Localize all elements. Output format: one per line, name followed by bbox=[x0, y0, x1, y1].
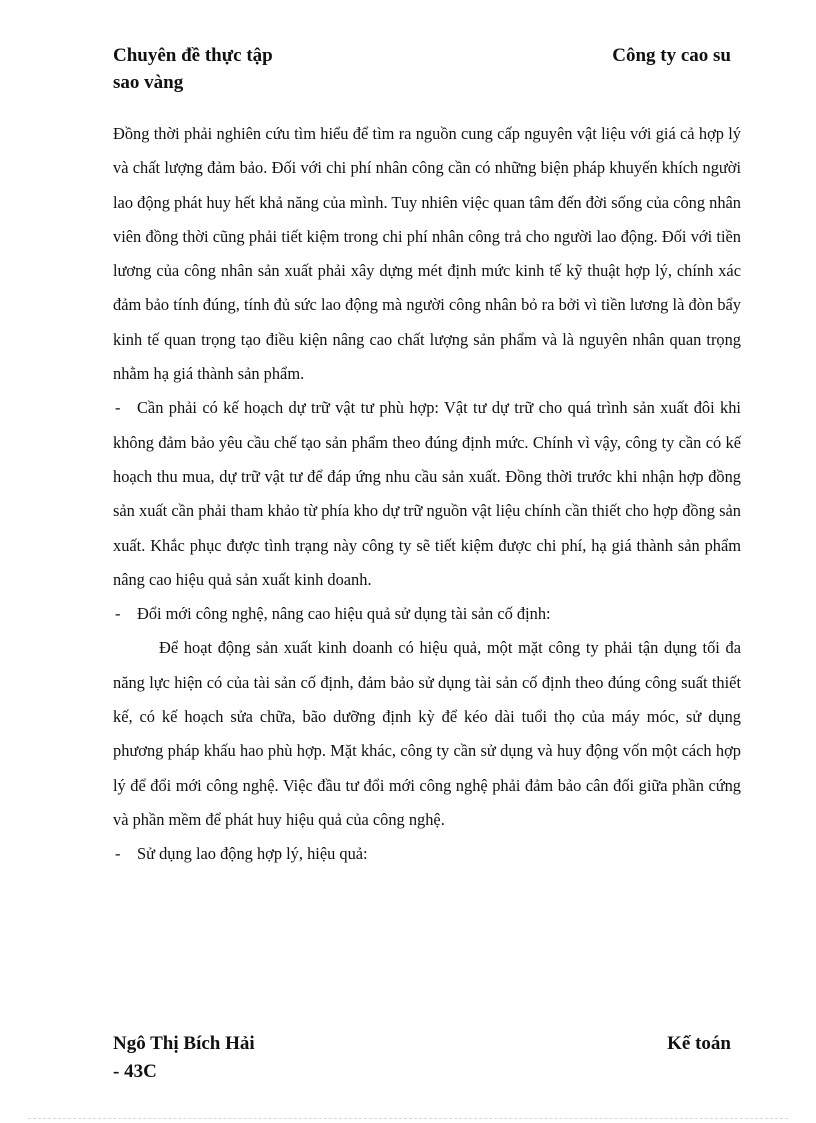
bullet-technology-renewal bbox=[113, 597, 741, 631]
bullet-dash: - bbox=[115, 604, 121, 624]
page-bottom-divider bbox=[28, 1118, 788, 1119]
footer-department: Kế toán bbox=[667, 1033, 731, 1054]
page-header bbox=[113, 42, 731, 96]
bullet-dash: - bbox=[115, 398, 121, 418]
footer-author-name: Ngô Thị Bích Hải bbox=[113, 1033, 255, 1054]
document-body bbox=[113, 117, 741, 872]
bullet-labor-usage bbox=[113, 837, 741, 871]
bullet-material-reserve bbox=[113, 391, 741, 597]
footer-class-code: - 43C bbox=[113, 1061, 157, 1082]
bullet-material-reserve-text: Cần phải có kế hoạch dự trữ vật tư phù hợp: Vật tư dự trữ cho quá trình sản xuất đôi khi không đảm bảo yêu cầu chế tạo sản phẩm theo đúng định mức. Chính vì vậy, công ty cần có kế hoạch thu mua, dự trữ vật tư để đáp ứng nhu cầu sản xuất. Đồng thời trước khi nhận hợp đồng sản xuất cần phải tham khảo từ phía kho dự trữ nguồn vật liệu chính cần thiết cho hợp đồng sản xuất. Khắc phục được tình trạng này công ty sẽ tiết kiệm được chi phí, hạ giá thành sản phẩm nâng cao hiệu quả sản xuất kinh doanh. bbox=[113, 398, 741, 589]
header-row bbox=[113, 42, 731, 69]
header-company-name: Công ty cao su bbox=[612, 45, 731, 66]
header-company-continuation: sao vàng bbox=[113, 72, 184, 93]
paragraph-cost-control: Đồng thời phải nghiên cứu tìm hiểu để tìm ra nguồn cung cấp nguyên vật liệu với giá cả hợp lý và chất lượng đảm bảo. Đối với chi phí nhân công cần có những biện pháp khuyến khích người lao động phát huy hết khả năng của mình. Tuy nhiên việc quan tâm đến đời sống của công nhân viên đồng thời cũng phải tiết kiệm trong chi phí nhân công trả cho người lao động. Đối với tiền lương của công nhân sản xuất phải xây dựng mét định mức kinh tế kỹ thuật hợp lý, chính xác đảm bảo tính đúng, tính đủ sức lao động mà người công nhân bỏ ra bởi vì tiền lương là đòn bẩy kinh tế quan trọng tạo điều kiện nâng cao chất lượng sản phẩm và là nguyên nhân quan trọng nhằm hạ giá thành sản phẩm. bbox=[113, 124, 741, 384]
paragraph-fixed-assets: Để hoạt động sản xuất kinh doanh có hiệu quả, một mặt công ty phải tận dụng tối đa năng lực hiện có của tài sản cố định, đảm bảo sử dụng tài sản cố định theo đúng công suất thiết kế, có kế hoạch sửa chữa, bão dưỡng định kỳ để kéo dài tuổi thọ của máy móc, sử dụng phương pháp khấu hao phù hợp. Mặt khác, công ty cần sử dụng và huy động vốn một cách hợp lý để đổi mới công nghệ. Việc đầu tư đổi mới công nghệ phải đảm bảo cân đối giữa phần cứng và phần mềm để phát huy hiệu quả của công nghệ. bbox=[113, 638, 741, 829]
footer-row bbox=[113, 1030, 731, 1058]
header-report-title: Chuyên đề thực tập bbox=[113, 45, 273, 66]
page-footer bbox=[113, 1030, 731, 1086]
bullet-labor-usage-text: Sử dụng lao động hợp lý, hiệu quả: bbox=[137, 844, 368, 864]
bullet-technology-renewal-text: Đổi mới công nghệ, nâng cao hiệu quả sử dụng tài sản cố định: bbox=[137, 604, 551, 624]
bullet-dash: - bbox=[115, 844, 121, 864]
